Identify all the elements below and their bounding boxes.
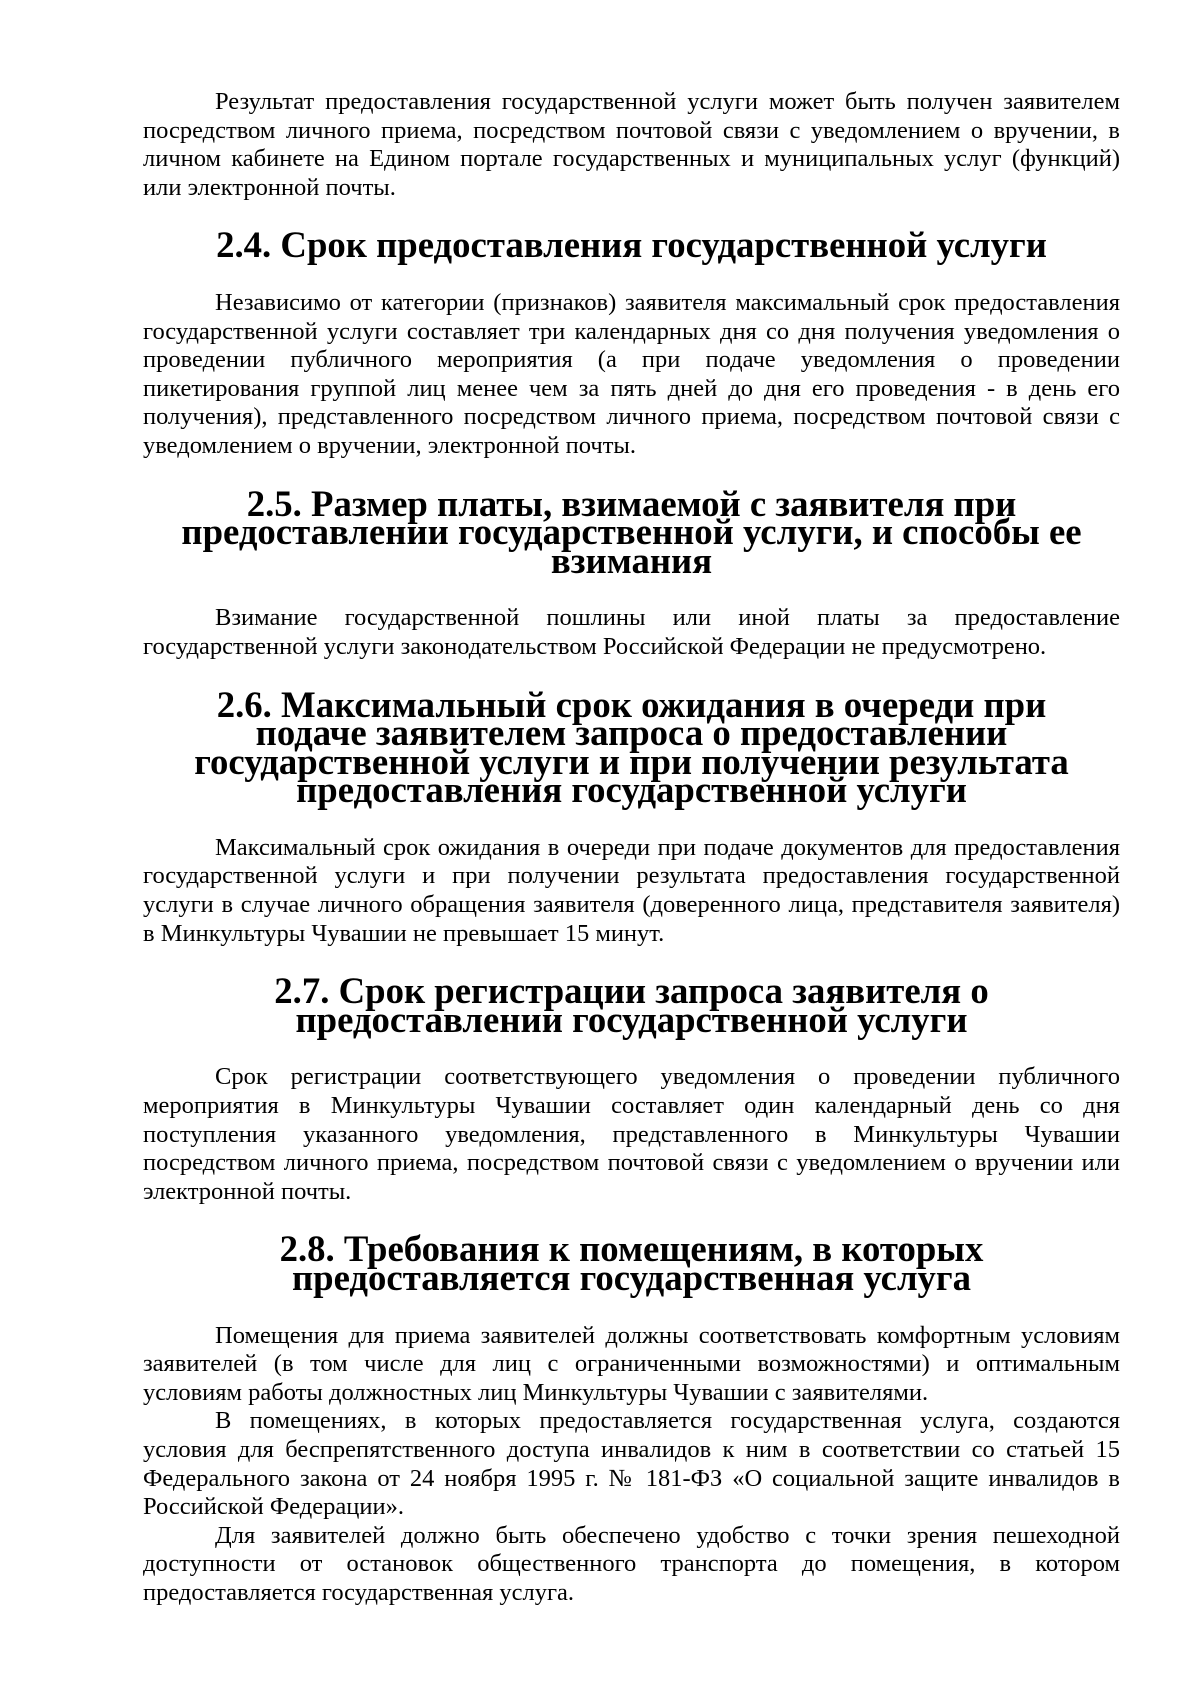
section-2-4-paragraph-1: Независимо от категории (признаков) заявителя максимальный срок предоставления государственной услуги составляет три календарных дня со дня получения уведомления о проведении публичного мероприятия (а при подаче уведомления о проведении пикетирования группой лиц менее чем за пять дней до дня его проведения - в день его получения), представленного посредством личного приема, посредством почтовой связи с уведомлением о вручении, электронной почты. (143, 288, 1120, 459)
section-heading-2-4: 2.4. Срок предоставления государственной услуги (216, 224, 1047, 266)
section-heading-2-6: 2.6. Максимальный срок ожидания в очереди при подаче заявителем запроса о предоставлении государственной услуги и при получении результата предоставления государственной услуги (194, 683, 1069, 811)
section-2-8-paragraph-2: В помещениях, в которых предоставляется государственная услуга, создаются условия для беспрепятственного доступа инвалидов к ним в соответствии со статьей 15 Федерального закона от 24 ноября 1995 г. № 181-ФЗ «О социальной защите инвалидов в Российской Федерации». (143, 1407, 1120, 1521)
section-heading-2-7: 2.7. Срок регистрации запроса заявителя о предоставлении государственной услуги (274, 970, 989, 1040)
section-2-6-paragraph-1: Максимальный срок ожидания в очереди при подаче документов для предоставления государственной услуги и при получении результата предоставления государственной услуги в случае личного обращения заявителя (доверенного лица, представителя заявителя) в Минкультуры Чувашии не превышает 15 минут. (143, 833, 1120, 947)
section-2-5-paragraph-1: Взимание государственной пошлины или иной платы за предоставление государственной услуги законодательством Российской Федерации не предусмотрено. (143, 604, 1120, 660)
intro-paragraph: Результат предоставления государственной услуги может быть получен заявителем посредством личного приема, посредством почтовой связи с уведомлением о вручении, в личном кабинете на Едином портале государственных и муниципальных услуг (функций) или электронной почты. (143, 88, 1120, 201)
document-page (143, 88, 1120, 1608)
section-2-8-paragraph-1: Помещения для приема заявителей должны соответствовать комфортным условиям заявителей (в том числе для лиц с ограниченными возможностями) и оптимальным условиям работы должностных лиц Минкультуры Чувашии с заявителями. (143, 1321, 1120, 1406)
section-2-7-paragraph-1: Срок регистрации соответствующего уведомления о проведении публичного мероприятия в Минкультуры Чувашии составляет один календарный день со дня поступления указанного уведомления, представленного в Минкультуры Чувашии посредством личного приема, посредством почтовой связи с уведомлением о вручении или электронной почты. (143, 1063, 1120, 1205)
section-heading-2-8: 2.8. Требования к помещениям, в которых предоставляется государственная услуга (279, 1228, 984, 1298)
section-heading-2-5: 2.5. Размер платы, взимаемой с заявителя при предоставлении государственной услуги, и способы ее взимания (181, 482, 1082, 581)
section-2-8-paragraph-3: Для заявителей должно быть обеспечено удобство с точки зрения пешеходной доступности от остановок общественного транспорта до помещения, в котором предоставляется государственная услуга. (143, 1521, 1120, 1606)
